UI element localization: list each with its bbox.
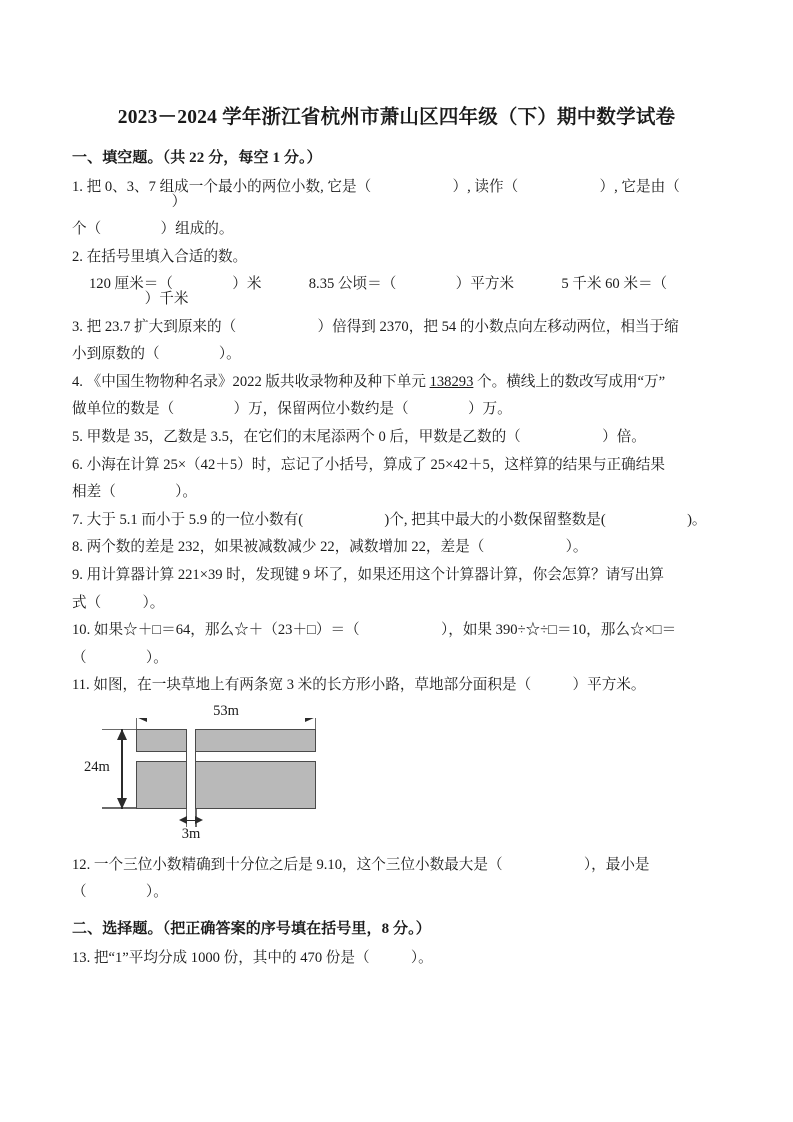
- question-10-text-c: （: [72, 649, 87, 666]
- question-10-line-2: [72, 638, 721, 666]
- question-9-line-1: [72, 568, 721, 583]
- question-4-number: 4.: [72, 373, 83, 390]
- question-3: [72, 307, 721, 362]
- question-1-text-e: 个（: [72, 221, 102, 238]
- question-1-text-d: ）: [171, 193, 187, 210]
- question-9-number: 9.: [72, 566, 83, 583]
- question-1-text-b: ）, 读作（: [452, 179, 519, 195]
- question-4-underlined-number: 138293: [429, 373, 474, 390]
- path-width-dimension-arrow: [186, 820, 196, 822]
- question-11-figure-container: [72, 693, 721, 845]
- question-6-line-2: [72, 472, 721, 500]
- question-3-text-c: 小到原数的（: [72, 346, 160, 363]
- question-12-text-b: ），最小是: [583, 856, 650, 873]
- question-8-number: 8.: [72, 539, 83, 556]
- width-dimension-label: 53m: [136, 704, 316, 719]
- question-13: [72, 938, 721, 966]
- question-7: [72, 500, 721, 528]
- section-heading-fill-in-the-blank: 一、填空题。（共 22 分，每空 1 分。）: [72, 150, 322, 166]
- question-2-conv-1-a: 120 厘米＝（: [89, 276, 173, 293]
- question-3-line-2: [72, 334, 721, 362]
- question-3-number: 3.: [72, 318, 83, 335]
- question-3-text-a: 把 23.7 扩大到原来的（: [86, 318, 237, 335]
- question-7-text-b: )个, 把其中最大的小数保留整数是(: [384, 511, 606, 528]
- question-10-text-d: ）。: [145, 649, 168, 666]
- question-13-text-a: 把“1”平均分成 1000 份，其中的 470 份是（: [93, 950, 370, 967]
- question-11-number: 11.: [72, 677, 90, 694]
- path-width-dimension-label: 3m: [181, 825, 201, 842]
- grass-rectangle: [136, 729, 316, 809]
- question-1-number: 1.: [72, 179, 83, 195]
- question-2-subline: [72, 264, 721, 306]
- question-13-number: 13.: [72, 950, 91, 967]
- question-2-text: 在括号里填入合适的数。: [86, 248, 248, 265]
- question-5-text-b: ）倍。: [602, 428, 646, 445]
- question-7-text-a: 大于 5.1 而小于 5.9 的一位小数有(: [86, 511, 304, 528]
- question-1-line-1: [72, 180, 721, 209]
- question-11-text-b: ）平方米。: [572, 677, 646, 694]
- question-10-text-b: ），如果 390÷☆÷□＝10，那么☆×□＝: [440, 622, 677, 639]
- horizontal-path: [136, 751, 316, 762]
- question-2-conv-3-a: 5 千米 60 米＝（: [561, 276, 668, 293]
- question-12-text-d: ）。: [145, 884, 168, 901]
- question-3-text-d: ）。: [218, 346, 241, 363]
- question-12-text-a: 一个三位小数精确到十分位之后是 9.10，这个三位小数最大是（: [93, 856, 503, 873]
- question-13-text-b: ）。: [410, 950, 433, 967]
- question-1-text-f: ）组成的。: [160, 221, 234, 238]
- question-4-text-c: 做单位的数是（: [72, 401, 175, 418]
- question-9: [72, 555, 721, 610]
- question-4-text-e: ）万。: [467, 401, 512, 418]
- question-11: [72, 665, 721, 693]
- question-4-text-a: 《中国生物物种名录》2022 版共收录物种及种下单元: [86, 373, 430, 390]
- question-12-number: 12.: [72, 856, 91, 873]
- question-1-line-2: [72, 209, 721, 237]
- question-2-conv-1-b: ）米: [232, 276, 262, 293]
- question-8: [72, 527, 721, 555]
- question-2-conv-3-b: ）千米: [144, 290, 189, 307]
- question-8-text-b: ）。: [565, 539, 588, 556]
- question-9-line-2: [72, 583, 721, 611]
- question-2-conv-2-b: ）平方米: [455, 276, 515, 293]
- height-dimension-arrow: [121, 729, 123, 809]
- question-7-text-c: )。: [687, 511, 707, 528]
- question-6-text-a: 小海在计算 25×（42＋5）时，忘记了小括号，算成了 25×42＋5，这样算的结果与正确结果: [86, 456, 665, 473]
- question-9-text-b: 式（: [72, 594, 102, 611]
- page-title: 2023－2024 学年浙江省杭州市萧山区四年级（下）期中数学试卷: [117, 107, 676, 128]
- question-12-line-2: [72, 872, 721, 900]
- question-4-line-1: [72, 375, 721, 390]
- question-11-text-a: 如图，在一块草地上有两条宽 3 米的长方形小路，草地部分面积是（: [93, 677, 532, 694]
- question-1-text-a: 把 0、3、7 组成一个最小的两位小数, 它是（: [86, 179, 372, 195]
- question-10-text-a: 如果☆＋□＝64，那么☆＋（23＋□）＝（: [93, 622, 360, 639]
- question-3-line-1: [72, 320, 721, 335]
- question-7-number: 7.: [72, 511, 83, 528]
- question-10-number: 10.: [72, 622, 91, 639]
- question-6-line-1: [72, 458, 721, 473]
- question-12: [72, 845, 721, 900]
- question-2-number: 2.: [72, 248, 83, 265]
- question-5: [72, 417, 721, 445]
- question-1-text-c: ）, 它是由（: [599, 179, 680, 195]
- question-4: [72, 362, 721, 417]
- question-6-text-b: 相差（: [72, 484, 116, 501]
- vertical-path: [186, 729, 196, 809]
- question-9-text-a: 用计算器计算 221×39 时，发现键 9 坏了，如果还用这个计算器计算，你会怎算？请写出算: [86, 566, 664, 583]
- question-6-number: 6.: [72, 456, 83, 473]
- question-4-text-d: ）万，保留两位小数约是（: [233, 401, 409, 418]
- question-5-number: 5.: [72, 428, 83, 445]
- question-3-text-b: ）倍得到 2370，把 54 的小数点向左移动两位，相当于缩: [317, 318, 679, 335]
- section-heading-multiple-choice: 二、选择题。（把正确答案的序号填在括号里，8 分。）: [72, 921, 431, 938]
- question-10-line-1: [72, 623, 721, 638]
- question-2-conv-2-a: 8.35 公顷＝（: [308, 276, 397, 293]
- question-8-text-a: 两个数的差是 232，如果被减数减少 22，减数增加 22，差是（: [86, 539, 485, 556]
- question-5-text-a: 甲数是 35，乙数是 3.5，在它们的末尾添两个 0 后，甲数是乙数的（: [86, 428, 521, 445]
- question-12-text-c: （: [72, 884, 87, 901]
- question-4-text-b: 个。横线上的数改写成用“万”: [473, 373, 666, 390]
- height-dimension-label: 24m: [84, 758, 110, 775]
- question-10: [72, 610, 721, 665]
- question-6-text-c: ）。: [175, 484, 197, 501]
- question-4-line-2: [72, 389, 721, 417]
- question-6: [72, 445, 721, 500]
- question-2: [72, 237, 721, 265]
- question-9-text-c: ）。: [142, 594, 165, 611]
- question-1: [72, 167, 721, 237]
- question-12-line-1: [72, 858, 721, 873]
- grass-field-diagram: [84, 702, 360, 845]
